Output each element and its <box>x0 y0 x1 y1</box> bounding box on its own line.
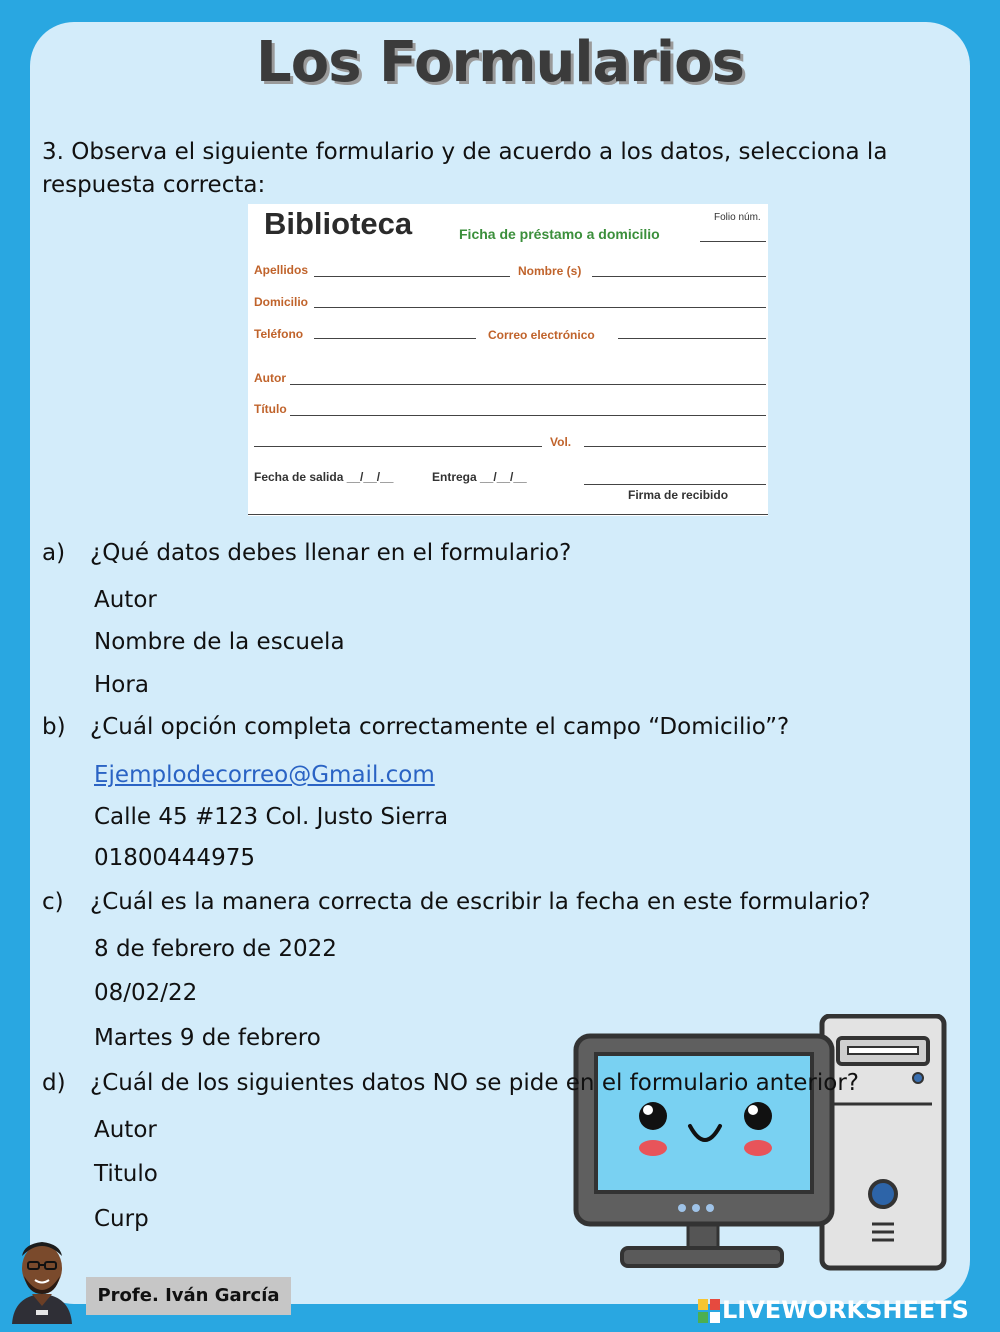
question-b <box>42 714 789 740</box>
option-b-2[interactable]: Calle 45 #123 Col. Justo Sierra <box>94 804 449 830</box>
form-title: Biblioteca <box>264 206 413 241</box>
teacher-avatar <box>6 1232 78 1324</box>
question-d <box>42 1070 859 1096</box>
form-domicilio-label: Domicilio <box>254 295 309 309</box>
form-titulo-label: Título <box>254 402 287 416</box>
liveworksheets-logo-icon <box>698 1299 720 1323</box>
form-subtitle: Ficha de préstamo a domicilio <box>459 226 660 242</box>
question-a <box>42 540 571 566</box>
form-vol-label: Vol. <box>550 435 572 449</box>
form-correo-label: Correo electrónico <box>488 328 595 342</box>
option-b-1[interactable]: Ejemplodecorreo@Gmail.com <box>94 762 435 788</box>
option-a-1[interactable]: Autor <box>94 587 157 613</box>
option-c-2[interactable]: 08/02/22 <box>94 980 198 1006</box>
option-c-3[interactable]: Martes 9 de febrero <box>94 1025 321 1051</box>
question-c <box>42 889 870 915</box>
question-letter: b) <box>42 714 66 740</box>
form-telefono-label: Teléfono <box>254 327 304 341</box>
form-fecha-salida-label: Fecha de salida __/__/__ <box>254 470 394 484</box>
question-letter: c) <box>42 889 64 915</box>
question-letter: d) <box>42 1070 66 1096</box>
page-title: Los Formularios <box>256 30 744 95</box>
question-letter: a) <box>42 540 66 566</box>
instruction-text: 3. Observa el siguiente formulario y de acuerdo a los datos, selecciona la respuesta correcta: <box>42 139 888 198</box>
library-form-image <box>248 204 768 516</box>
question-text: ¿Cuál opción completa correctamente el campo “Domicilio”? <box>90 714 790 740</box>
option-d-3[interactable]: Curp <box>94 1206 149 1232</box>
form-entrega-label: Entrega __/__/__ <box>432 470 527 484</box>
question-text: ¿Qué datos debes llenar en el formulario? <box>90 540 572 566</box>
question-text: ¿Cuál es la manera correcta de escribir la fecha en este formulario? <box>90 889 871 915</box>
option-a-3[interactable]: Hora <box>94 672 149 698</box>
form-autor-label: Autor <box>254 371 286 385</box>
option-c-1[interactable]: 8 de febrero de 2022 <box>94 936 337 962</box>
form-nombre-label: Nombre (s) <box>518 264 582 278</box>
form-apellidos-label: Apellidos <box>254 263 309 277</box>
teacher-name-label: Profe. Iván García <box>86 1277 291 1315</box>
computer-illustration <box>572 1014 950 1276</box>
option-a-2[interactable]: Nombre de la escuela <box>94 629 345 655</box>
form-firma-label: Firma de recibido <box>628 488 729 502</box>
question-text: ¿Cuál de los siguientes datos NO se pide en el formulario anterior? <box>90 1070 860 1096</box>
option-b-3[interactable]: 01800444975 <box>94 845 255 871</box>
form-folio-label: Folio núm. <box>714 212 761 223</box>
option-d-1[interactable]: Autor <box>94 1117 157 1143</box>
option-d-2[interactable]: Titulo <box>94 1161 158 1187</box>
liveworksheets-brand[interactable]: LIVEWORKSHEETS <box>722 1296 969 1324</box>
